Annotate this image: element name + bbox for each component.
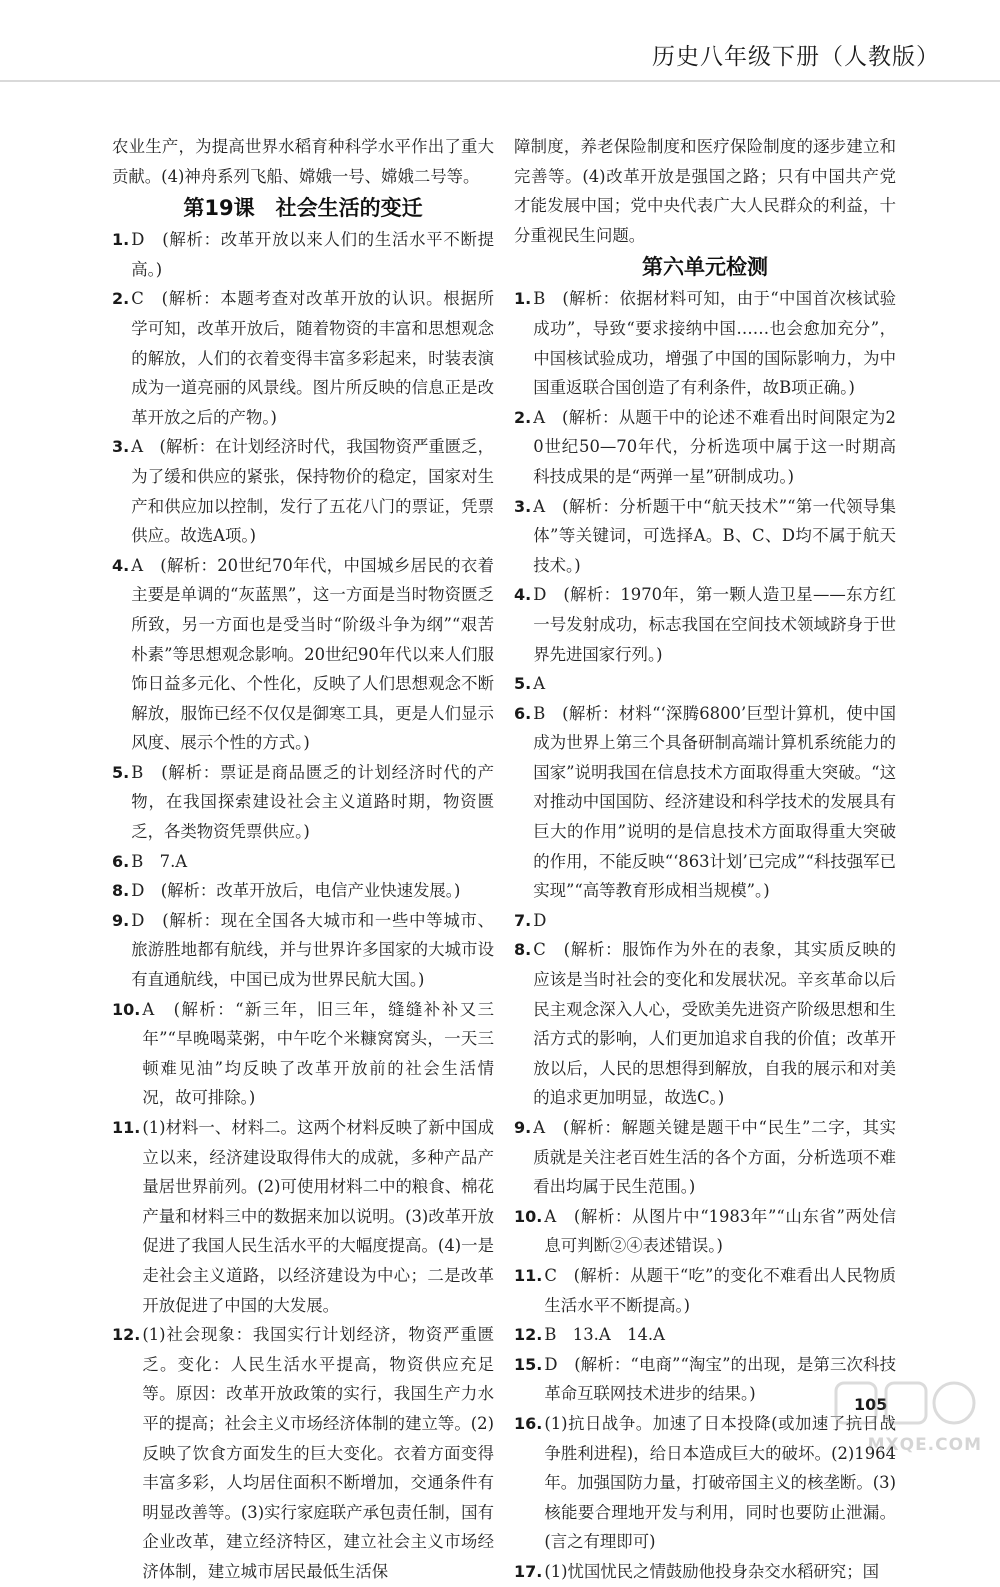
answer-text: D (解析：现在全国各大城市和一些中等城市、旅游胜地都有航线，并与世界许多国家的大城市设有直通航线，中国已成为世界民航大国。) [131, 910, 494, 990]
answer-item [112, 432, 494, 550]
answer-text: D (解析：“电商”“淘宝”的出现，是第三次科技革命互联网技术进步的结果。) [544, 1354, 896, 1404]
watermark-text: MXQE.COM [867, 1435, 982, 1455]
answer-item [112, 1113, 494, 1320]
answer-item [112, 225, 494, 284]
right-intro-paragraph: 障制度，养老保险制度和医疗保险制度的逐步建立和完善等。(4)改革开放是强国之路；只有中国共产党才能发展中国；党中央代表广大人民群众的利益，十分重视民生问题。 [514, 137, 896, 245]
answer-text: A [533, 674, 546, 694]
answer-number: 9. [514, 1118, 532, 1137]
watermark-logo [832, 1375, 982, 1455]
answer-number: 1. [514, 289, 532, 309]
watermark-emblem-icon [832, 1375, 982, 1435]
answer-text: (1)材料一、材料二。这两个材料反映了新中国成立以来，经济建设取得伟大的成就，多种产品产量居世界前列。(2)可使用材料二中的粮食、棉花产量和材料三中的数据来加以说明。(3)改革开放促进了我国人民生活水平的大幅度提高。(4)一是走社会主义道路，以经济建设为中心；二是改革开放促进了中国的大发展。 [142, 1118, 494, 1315]
answer-number: 12. [112, 1325, 141, 1345]
header-divider [0, 80, 1000, 82]
answer-text: A (解析：分析题干中“航天技术”“第一代领导集体”等关键词，可选择A。B、C、D均不属于航天技术。) [533, 496, 896, 575]
answer-item [514, 1261, 896, 1320]
answer-number: 15. [514, 1354, 543, 1374]
answer-item [112, 876, 494, 906]
answer-number: 5. [514, 674, 532, 694]
answer-item [112, 758, 494, 847]
answer-text: (1)社会现象：我国实行计划经济，物资严重匮乏。变化：人民生活水平提高，物资供应充足等。原因：改革开放政策的实行，我国生产力水平的提高；社会主义市场经济体制的建立等。(2)反映了饮食方面发生的巨大变化。衣着方面变得丰富多彩，人均居住面积不断增加，交通条件有明显改善等。(3)实行家庭联产承包责任制，国有企业改革，建立经济特区，建立社会主义市场经济体制，建立城市居民最低生活保 [142, 1325, 494, 1581]
unit-6-test-title: 第六单元检测 [642, 255, 768, 280]
answer-text: C (解析：从题干“吃”的变化不难看出人民物质生活水平不断提高。) [544, 1265, 896, 1315]
answer-number: 11. [514, 1265, 543, 1285]
right-column [514, 132, 896, 1587]
answer-item [112, 906, 494, 995]
answer-number: 4. [112, 555, 130, 575]
answer-item [112, 995, 494, 1113]
answer-number: 9. [112, 910, 130, 930]
answer-text: C (解析：服饰作为外在的表象，其实质反映的应该是当时社会的变化和发展状况。辛亥革命以后民主观念深入人心，受欧美先进资产阶级思想和生活方式的影响，人们更加追求自我的价值；改革开放以后，人民的思想得到解放，自我的展示和对美的追求更加明显，故选C。) [533, 940, 896, 1108]
answer-number: 10. [514, 1206, 543, 1226]
answer-number: 1. [112, 230, 130, 250]
answer-item [514, 906, 896, 936]
answer-text: B 13.A 14.A [544, 1325, 665, 1345]
answer-item [514, 669, 896, 699]
answer-number: 8. [514, 940, 532, 960]
answer-item [514, 284, 896, 402]
answer-item [112, 551, 494, 758]
answer-text: A (解析：20世纪70年代，中国城乡居民的衣着主要是单调的“灰蓝黑”，这一方面是当时物资匮乏所致，另一方面也是受当时“阶级斗争为纲”“艰苦朴素”等思想观念影响。20世纪90年代以来人们服饰日益多元化、个性化，反映了人们思想观念不断解放，服饰已经不仅仅是御寒工具，更是人们显示风度、展示个性的方式。) [131, 555, 494, 753]
answer-item [112, 284, 494, 432]
answer-item [514, 403, 896, 492]
answer-item [514, 1320, 896, 1350]
answer-text: A (解析：解题关键是题干中“民生”二字，其实质就是关注老百姓生活的各个方面，分析选项不难看出均属于民生范围。) [533, 1118, 896, 1197]
left-column [112, 132, 494, 1587]
running-header: 历史八年级下册（人教版） [652, 44, 940, 70]
answer-number: 3. [112, 437, 130, 457]
answer-text: C (解析：本题考查对改革开放的认识。根据所学可知，改革开放后，随着物资的丰富和思想观念的解放，人们的衣着变得丰富多彩起来，时装表演成为一道亮丽的风景线。图片所反映的信息正是改革开放之后的产物。) [131, 289, 494, 427]
answer-number: 3. [514, 496, 532, 516]
answer-text: (1)忧国忧民之情鼓励他投身杂交水稻研究；国 [544, 1561, 879, 1581]
answer-item [112, 847, 494, 877]
answer-item [514, 935, 896, 1113]
answer-number: 7. [514, 910, 532, 930]
answer-number: 5. [112, 762, 130, 782]
answer-text: D (解析：1970年，第一颗人造卫星——东方红一号发射成功，标志我国在空间技术领域跻身于世界先进国家行列。) [533, 585, 896, 664]
answer-number: 17. [514, 1561, 543, 1581]
left-answer-list [112, 225, 494, 1586]
answer-number: 4. [514, 585, 532, 605]
answer-text: (1)抗日战争。加速了日本投降(或加速了抗日战争胜利进程)，给日本造成巨大的破坏。(2)1964年。加强国防力量，打破帝国主义的核垄断。(3)核能要合理地开发与利用，同时也要防止泄漏。(言之有理即可) [544, 1413, 896, 1552]
answer-item [112, 1320, 494, 1586]
page-number: 105 [854, 1395, 888, 1414]
answer-text: B (解析：依据材料可知，由于“中国首次核试验成功”，导致“要求接纳中国……也会愈加充分”，中国核试验成功，增强了中国的国际影响力，为中国重返联合国创造了有利条件，故B项正确。) [533, 289, 896, 398]
answer-text: A (解析：从图片中“1983年”“山东省”两处信息可判断②④表述错误。) [544, 1206, 896, 1256]
answer-item [514, 1202, 896, 1261]
answer-text: D (解析：改革开放后，电信产业快速发展。) [131, 881, 461, 901]
lesson-19-title: 第19课 社会生活的变迁 [183, 196, 423, 221]
answer-number: 6. [514, 703, 532, 723]
answer-number: 10. [112, 999, 141, 1019]
answer-text: D (解析：改革开放以来人们的生活水平不断提高。) [131, 230, 494, 279]
answer-number: 8. [112, 881, 130, 901]
answer-item [514, 492, 896, 581]
answer-item [514, 580, 896, 669]
answer-text: A (解析：“新三年，旧三年，缝缝补补又三年”“早晚喝菜粥，中午吃个米糠窝窝头，一天三顿难见油”均反映了改革开放前的社会生活情况，故可排除。) [142, 999, 494, 1108]
answer-text: D [533, 910, 547, 930]
answer-number: 16. [514, 1413, 543, 1433]
answer-text: B 7.A [131, 851, 188, 871]
answer-item [514, 699, 896, 906]
answer-number: 6. [112, 851, 130, 871]
answer-text: B (解析：材料“‘深腾6800’巨型计算机，使中国成为世界上第三个具备研制高端计算机系统能力的国家”说明我国在信息技术方面取得重大突破。“这对推动中国国防、经济建设和科学技术的发展具有巨大的作用”说明的是信息技术方面取得重大突破的作用，不能反映“‘863计划’已完成”“科技强军已实现”“高等教育形成相当规模”。) [533, 703, 896, 901]
answer-number: 11. [112, 1118, 141, 1137]
answer-text: B (解析：票证是商品匮乏的计划经济时代的产物，在我国探索建设社会主义道路时期，物资匮乏，各类物资凭票供应。) [131, 762, 494, 842]
answer-text: A (解析：从题干中的论述不难看出时间限定为20世纪50—70年代，分析选项中属于这一时期高科技成果的是“两弹一星”研制成功。) [533, 407, 896, 486]
answer-text: A (解析：在计划经济时代，我国物资严重匮乏，为了缓和供应的紧张，保持物价的稳定，国家对生产和供应加以控制，发行了五花八门的票证，凭票供应。故选A项。) [131, 437, 494, 546]
answer-item [514, 1113, 896, 1202]
answer-number: 12. [514, 1325, 543, 1345]
answer-number: 2. [514, 407, 532, 427]
answer-item [514, 1557, 896, 1587]
answer-number: 2. [112, 289, 130, 309]
left-intro-paragraph: 农业生产，为提高世界水稻育种科学水平作出了重大贡献。(4)神舟系列飞船、嫦娥一号、嫦娥二号等。 [112, 137, 494, 186]
